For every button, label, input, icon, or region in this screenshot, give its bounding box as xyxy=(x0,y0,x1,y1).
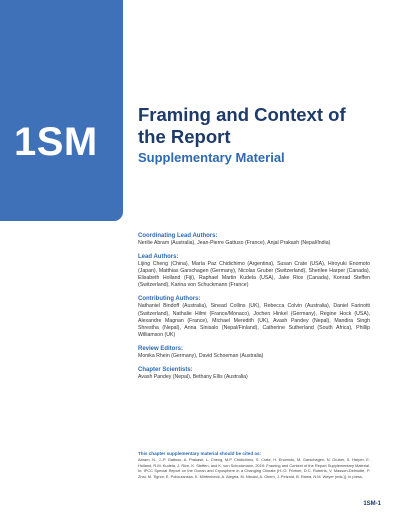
section-heading: Contributing Authors: xyxy=(138,296,201,303)
section-heading: Lead Authors: xyxy=(138,254,179,261)
citation-heading: This chapter supplementary material should be cited as: xyxy=(138,451,262,456)
section-body: Avash Pandey (Nepal), Bethany Ellis (Australia) xyxy=(138,374,248,381)
section-body: Lijing Cheng (China), María Paz Chidichimo (Argentina), Susan Crate (USA), Hiroyuki Enomoto (Japan), Matthias Garschagen (Germany), Nicolas Gruber (Switzerland), Sherilee Harper (Canada), Elisabeth Holland (Fiji), Raphael Martin Kudela (USA), Jake Rice (Canada), Konrad Steffen (Switzerland), Karina von Schuckmann (France) xyxy=(138,261,370,289)
chapter-subtitle: Supplementary Material xyxy=(138,150,285,165)
author-section-review-editors xyxy=(138,346,370,360)
chapter-title: Framing and Context of the Report xyxy=(138,104,346,147)
section-body: Nerilie Abram (Australia), Jean-Pierre Gattuso (France), Anjal Prakash (Nepal/India) xyxy=(138,240,331,246)
chapter-banner xyxy=(0,0,123,221)
author-section-chapter-scientists xyxy=(138,367,370,381)
citation-block xyxy=(138,451,370,479)
author-section-contributing xyxy=(138,296,370,338)
chapter-number: 1SM xyxy=(14,120,98,164)
section-heading: Review Editors: xyxy=(138,345,184,352)
author-section-lead xyxy=(138,254,370,289)
citation-body: Abram, N., J.-P. Gattuso, A. Prakash, L. Cheng, M.P. Chidichimo, S. Crate, H. Enomoto, M. Garschagen, N. Gruber, S. Harper, E. Holland, R.M. Kudela, J. Rice, K. Steffen, and K. von Schuckmann, 2019: Framing and Context of the Report Supplementary Material. In: IPCC Special Report on the Ocean and Cryosphere in a Changing Climate [H.-O. Pörtner, D.C. Roberts, V. Masson-Delmotte, P. Zhai, M. Tignor, E. Poloczanska, K. Mintenbeck, A. Alegría, M. Nicolai, A. Okem, J. Petzold, B. Rama, N.M. Weyer (eds.)]. In press. xyxy=(138,457,370,479)
section-body: Monika Rhein (Germany), David Schoeman (Australia) xyxy=(138,352,264,359)
section-heading: Chapter Scientists: xyxy=(138,367,193,374)
author-section-coordinating-lead xyxy=(138,233,370,247)
page-number: 1SM-1 xyxy=(363,501,381,507)
section-body: Nathaniel Bindoff (Australia), Sinead Collins (UK), Rebecca Colvin (Australia), Daniel Farinotti (Switzerland), Nathalie Hilmi (France/Monaco), Jochen Hinkel (Germany), Regine Hock (USA), Alexandre Magnan (France), Michael Meredith (UK), Avash Pandey (Nepal), Mandira Singh Shrestha (Nepal), Anna Sinisalo (Nepal/Finland), Catherine Sutherland (South Africa), Phillip Williamson (UK) xyxy=(138,303,370,338)
section-heading: Coordinating Lead Authors: xyxy=(138,233,218,239)
author-list xyxy=(138,233,370,388)
